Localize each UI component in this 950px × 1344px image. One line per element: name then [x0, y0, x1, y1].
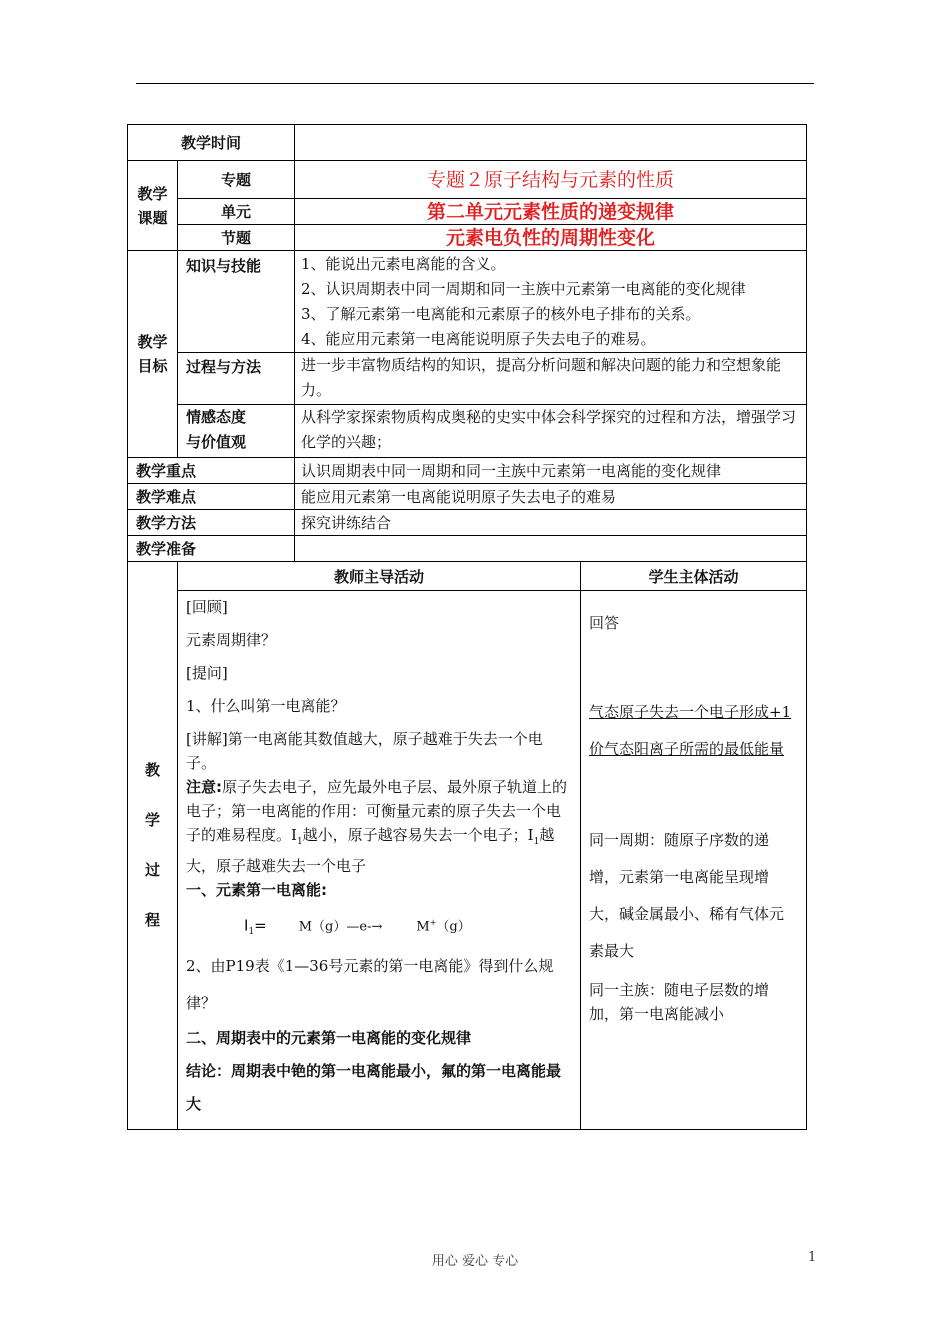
row-difficulty: [128, 484, 807, 510]
row-knowledge: [128, 251, 807, 353]
process-char: 学: [144, 811, 160, 830]
method-label: 教学方法: [128, 510, 295, 536]
attitude-value: 从科学家探索物质构成奥秘的史实中体会科学探究的过程和方法，增强学习化学的兴趣；: [295, 405, 807, 458]
formula-lhs: I: [244, 916, 249, 935]
knowledge-item: 3、了解元素第一电离能和元素原子的核外电子排布的关系。: [301, 305, 701, 323]
section-value: 元素电负性的周期性变化: [295, 225, 807, 251]
note-label: 注意:: [186, 778, 222, 796]
process-char: 教: [144, 761, 160, 780]
row-focus: [128, 458, 807, 484]
process-char: 程: [144, 911, 160, 930]
header-rule: [136, 83, 814, 84]
process-method-value: 进一步丰富物质结构的知识，提高分析问题和解决问题的能力和空想象能力。: [295, 353, 807, 405]
note-text-2: 越小，原子越容易失去一个电子；I: [302, 826, 534, 844]
note-sub-2: 1: [533, 837, 540, 847]
topic-group-label: 教学 课题: [128, 161, 178, 251]
page-number: 1: [808, 1250, 817, 1265]
note-text: 原子失去电子，应先最外电子层、最外原子轨道上的电子；第一电离能的作用：可衡量元素的原子失去一个电子的难易程度。I: [186, 778, 568, 844]
question-2: 2、由P19表《1—36号元素的第一电离能》得到什么规律？: [186, 956, 554, 1012]
focus-value: 认识周期表中同一周期和同一主族中元素第一电离能的变化规律: [295, 458, 807, 484]
knowledge-item: 1、能说出元素电离能的含义。: [301, 255, 506, 273]
row-process-header: [128, 562, 807, 591]
teaching-time-label: 教学时间: [128, 125, 295, 161]
process-method-label: 过程与方法: [178, 353, 295, 405]
review-question: 元素周期律？: [186, 631, 277, 649]
formula-rhs-sup: +: [429, 918, 437, 927]
teaching-time-value: [295, 125, 807, 161]
question-1: 1、什么叫第一电离能？: [186, 697, 346, 715]
lecture-text: [讲解]第一电离能其数值越大，原子越难于失去一个电子。: [186, 730, 543, 772]
student-activity-content: [581, 591, 807, 1130]
method-value: 探究讲练结合: [295, 510, 807, 536]
formula-eq: =: [254, 916, 267, 935]
review-tag: [回顾]: [186, 598, 228, 616]
ask-tag: [提问]: [186, 664, 228, 682]
section-label: 节题: [178, 225, 295, 251]
teacher-activity-content: [178, 591, 581, 1130]
student-answer: 回答: [589, 614, 620, 632]
conclusion: 结论：周期表中铯的第一电离能最小，氟的第一电离能最大: [186, 1061, 562, 1113]
prep-label: 教学准备: [128, 536, 295, 562]
row-prep: [128, 536, 807, 562]
heading-2: 二、周期表中的元素第一电离能的变化规律: [186, 1028, 472, 1047]
focus-label: 教学重点: [128, 458, 295, 484]
footer-motto: 用心 爱心 专心: [431, 1254, 519, 1269]
lesson-plan-table: [127, 124, 807, 1130]
knowledge-value: [295, 251, 807, 353]
row-unit: [128, 199, 807, 225]
topic-value: 专题２原子结构与元素的性质: [295, 161, 807, 199]
student-activity-header: 学生主体活动: [581, 562, 807, 591]
student-definition: 气态原子失去一个电子形成+1价气态阳离子所需的最低能量: [589, 703, 792, 758]
formula-rhs: M: [416, 919, 430, 935]
attitude-label-line1: 情感态度: [186, 408, 247, 426]
row-process-method: [128, 353, 807, 405]
ionization-formula: [186, 911, 572, 944]
process-char: 过: [144, 861, 160, 880]
prep-value: [295, 536, 807, 562]
process-vertical-label: [128, 562, 178, 1130]
topic-label: 专题: [178, 161, 295, 199]
formula-mid: M（g）—e-→: [298, 919, 383, 935]
row-attitude: [128, 405, 807, 458]
heading-1: 一、元素第一电离能:: [186, 881, 327, 899]
unit-value: 第二单元元素性质的递变规律: [295, 199, 807, 225]
knowledge-label: 知识与技能: [178, 251, 295, 353]
knowledge-item: 4、能应用元素第一电离能说明原子失去电子的难易。: [301, 330, 656, 348]
attitude-label: [178, 405, 295, 458]
student-period-rule: 同一周期：随原子序数的递增，元素第一电离能呈现增大，碱金属最小、稀有气体元素最大: [589, 831, 785, 960]
row-topic: [128, 161, 807, 199]
row-method: [128, 510, 807, 536]
formula-rhs-tail: （g）: [436, 919, 471, 935]
attitude-label-line2: 与价值观: [186, 433, 247, 451]
difficulty-label: 教学难点: [128, 484, 295, 510]
difficulty-value: 能应用元素第一电离能说明原子失去电子的难易: [295, 484, 807, 510]
note-text-3: 越大，原子越难失去一个电子: [186, 826, 555, 875]
row-process-body: [128, 591, 807, 1130]
knowledge-item: 2、认识周期表中同一周期和同一主族中元素第一电离能的变化规律: [301, 280, 746, 298]
unit-label: 单元: [178, 199, 295, 225]
note-sub: 1: [296, 837, 303, 847]
teacher-activity-header: 教师主导活动: [178, 562, 581, 591]
formula-lhs-sub: 1: [248, 926, 255, 937]
objectives-group-label: 教学 目标: [128, 251, 178, 458]
row-section: [128, 225, 807, 251]
student-group-rule: 同一主族：随电子层数的增加，第一电离能减小: [589, 981, 770, 1023]
row-teaching-time: [128, 125, 807, 161]
note-paragraph: [186, 775, 572, 878]
